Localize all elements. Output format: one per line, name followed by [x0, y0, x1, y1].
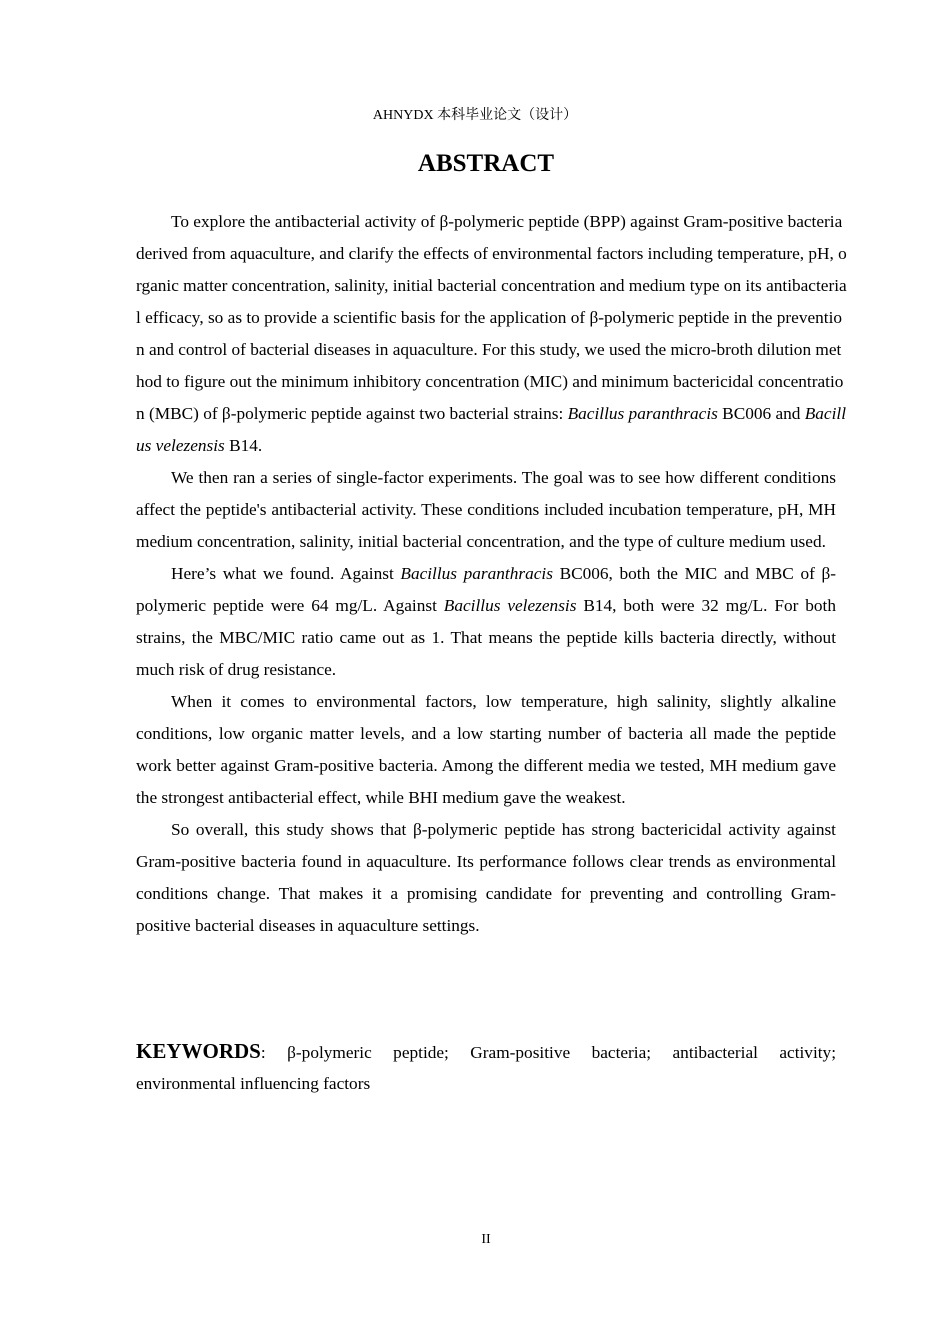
- keywords-section: [136, 1036, 836, 1099]
- abstract-paragraph-2: We then ran a series of single-factor experiments. The goal was to see how different conditions affect the peptide's antibacterial activity. These conditions included incubation temperature, pH, MH medium concentration, salinity, initial bacterial concentration, and the type of culture medium used.: [136, 468, 836, 551]
- abstract-paragraph-4: When it comes to environmental factors, low temperature, high salinity, slightly alkaline conditions, low organic matter levels, and a low starting number of bacteria all made the peptide work better against Gram-positive bacteria. Among the different media we tested, MH medium gave the strongest antibacterial effect, while BHI medium gave the weakest.: [136, 692, 836, 807]
- paragraph-3-text-a: Here’s what we found. Against: [171, 564, 401, 583]
- paragraph-1-text-c: B14.: [224, 436, 263, 455]
- keywords-separator: :: [260, 1043, 266, 1062]
- running-header: AHNYDX 本科毕业论文（设计）: [372, 108, 578, 123]
- species-name: Bacillus paranthracis: [567, 404, 718, 423]
- species-name: Bacillus paranthracis: [400, 564, 553, 583]
- paragraph-1-text-a: To explore the antibacterial activity of β-polymeric peptide (BPP) against Gram-positive bacteria derived from aquaculture, and clarify the effects of environmental factors including temperature, pH, organic matter concentration, salinity, initial bacterial concentration and medium type on its antibacterial efficacy, so as to provide a scientific basis for the application of β-polymeric peptide in the prevention and control of bacterial diseases in aquaculture. For this study, we used the micro-broth dilution method to figure out the minimum inhibitory concentration (MIC) and minimum bactericidal concentration (MBC) of β-polymeric peptide against two bacterial strains:: [136, 212, 847, 423]
- paragraph-1-text-b: BC006 and: [717, 404, 805, 423]
- species-name: Bacillus velezensis: [443, 596, 577, 615]
- abstract-paragraph-3: [136, 558, 836, 686]
- abstract-title: ABSTRACT: [417, 150, 555, 177]
- page-number: II: [481, 1232, 491, 1247]
- paragraph-3-text-c: B14, both were 32 mg/L. For both strains, the MBC/MIC ratio came out as 1. That means the peptide kills bacteria directly, without much risk of drug resistance.: [136, 596, 836, 679]
- abstract-paragraph-5: So overall, this study shows that β-polymeric peptide has strong bactericidal activity against Gram-positive bacteria found in aquaculture. Its performance follows clear trends as environmental conditions change. That makes it a promising candidate for preventing and controlling Gram-positive bacterial diseases in aquaculture settings.: [136, 820, 836, 935]
- keywords-text: β-polymeric peptide; Gram-positive bacteria; antibacterial activity; environmental influencing factors: [136, 1043, 836, 1093]
- abstract-body: [136, 206, 847, 942]
- abstract-paragraph-1: [136, 206, 848, 462]
- paragraph-3-text-b: BC006, both the MIC and MBC of β-polymeric peptide were 64 mg/L. Against: [136, 564, 837, 615]
- species-name: Bacillus velezensis: [136, 404, 847, 455]
- keywords-label: KEYWORDS: [136, 1039, 261, 1063]
